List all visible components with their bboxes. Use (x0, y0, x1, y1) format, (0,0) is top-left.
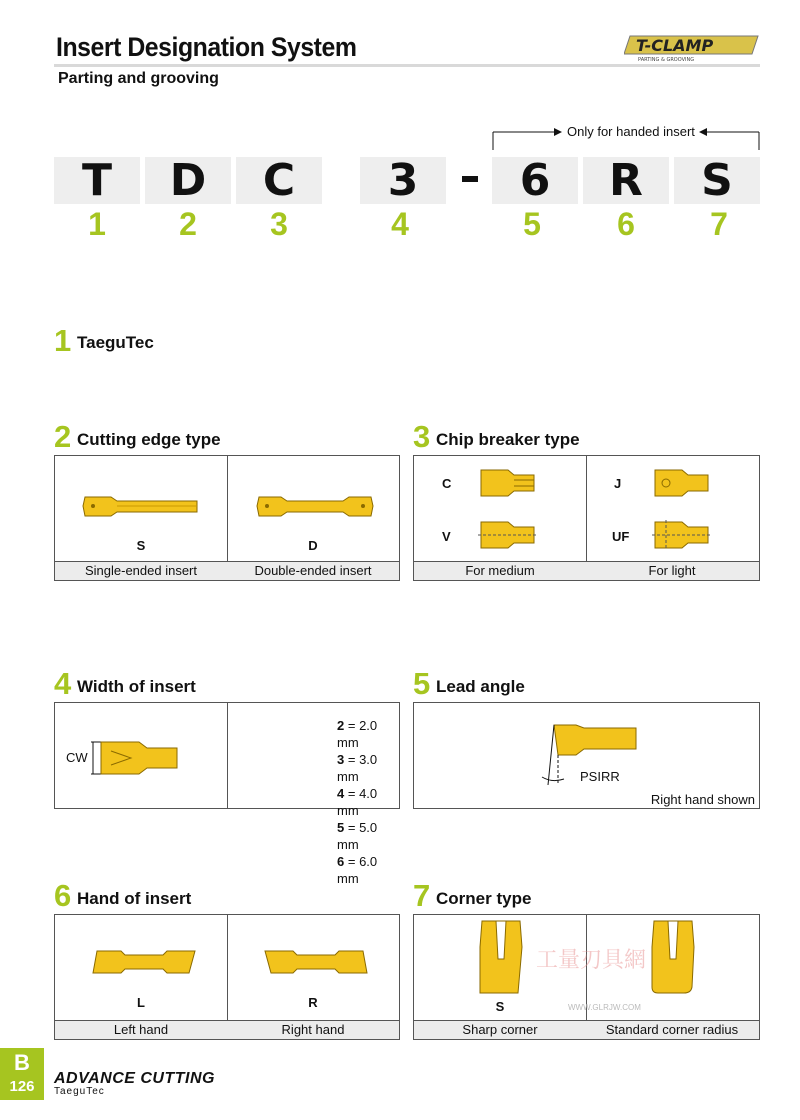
page-tab (0, 1048, 44, 1100)
left-hand-insert-drawing (91, 947, 197, 977)
right-hand-code: R (308, 995, 318, 1010)
right-hand-insert-drawing (263, 947, 369, 977)
double-ended-caption: Double-ended insert (254, 563, 372, 578)
chip-breaker-uf-drawing (652, 520, 712, 550)
section-5-number: 5 (413, 666, 431, 701)
double-ended-insert-drawing (255, 494, 375, 522)
section-5-title: Lead angle (436, 677, 525, 696)
width-item: 6 = 6.0 mm (337, 854, 378, 886)
sharp-corner-caption: Sharp corner (462, 1022, 538, 1037)
code-char-7: S (674, 157, 760, 204)
title-rule (54, 64, 760, 67)
chip-breaker-v-code: V (442, 529, 451, 544)
company-logo (54, 1070, 215, 1097)
company-sub: TaeguTec (54, 1086, 105, 1097)
sharp-corner-drawing (476, 919, 526, 995)
sharp-corner-code: S (495, 999, 505, 1014)
page-number: 126 (9, 1078, 35, 1095)
cw-label: CW (66, 750, 88, 765)
section-letter: B (14, 1050, 30, 1075)
psirr-label: PSIRR (580, 769, 620, 784)
chip-breaker-light-caption: For light (648, 563, 696, 578)
chip-breaker-panel (413, 455, 760, 581)
width-item: 5 = 5.0 mm (337, 820, 378, 852)
lead-angle-note: Right hand shown (650, 792, 755, 807)
width-insert-drawing (91, 739, 187, 779)
code-char-4: 3 (360, 157, 446, 204)
chip-breaker-j-code: J (614, 476, 622, 491)
lead-angle-panel (413, 702, 760, 809)
width-item: 4 = 4.0 mm (337, 786, 378, 818)
page-subtitle: Parting and grooving (58, 70, 219, 87)
position-number-2: 2 (179, 206, 197, 242)
section-6-title: Hand of insert (77, 889, 192, 908)
width-item: 3 = 3.0 mm (337, 752, 378, 784)
code-char-6: R (583, 157, 669, 204)
corner-radius-drawing (648, 919, 698, 995)
section-3-title: Chip breaker type (436, 430, 580, 449)
section-2-number: 2 (54, 419, 72, 454)
code-separator (462, 176, 478, 182)
chip-breaker-c-drawing (478, 468, 538, 498)
corner-type-panel (413, 914, 760, 1040)
position-number-1: 1 (88, 206, 106, 242)
section-6-number: 6 (54, 878, 72, 913)
chip-breaker-c-code: C (442, 476, 452, 491)
section-7-title: Corner type (436, 889, 532, 908)
single-ended-code: S (136, 538, 146, 553)
chip-breaker-j-drawing (652, 468, 712, 498)
section-1-number: 1 (54, 323, 72, 358)
t-clamp-logo (624, 32, 760, 62)
svg-text:T-CLAMP: T-CLAMP (636, 36, 714, 55)
width-item: 2 = 2.0 mm (337, 718, 378, 750)
watermark-url: WWW.GLRJW.COM (568, 1003, 641, 1012)
double-ended-code: D (308, 538, 318, 553)
code-char-1: T (54, 157, 140, 204)
handed-note: Only for handed insert (567, 124, 695, 139)
single-ended-insert-drawing (81, 494, 201, 522)
position-number-3: 3 (270, 206, 288, 242)
corner-radius-caption: Standard corner radius (605, 1022, 739, 1037)
left-hand-code: L (137, 995, 145, 1010)
right-hand-caption: Right hand (281, 1022, 345, 1037)
position-number-4: 4 (391, 206, 409, 242)
left-hand-caption: Left hand (113, 1022, 169, 1037)
cutting-edge-panel (54, 455, 400, 581)
single-ended-caption: Single-ended insert (84, 563, 198, 578)
svg-text:PARTING & GROOVING: PARTING & GROOVING (638, 57, 695, 62)
position-number-7: 7 (710, 206, 728, 242)
chip-breaker-medium-caption: For medium (465, 563, 535, 578)
handed-insert-bracket (492, 124, 760, 150)
section-3-number: 3 (413, 419, 431, 454)
chip-breaker-v-drawing (478, 520, 538, 550)
section-1-title: TaeguTec (77, 333, 154, 352)
code-char-3: C (236, 157, 322, 204)
code-char-2: D (145, 157, 231, 204)
position-number-5: 5 (523, 206, 541, 242)
page-title: Insert Designation System (56, 32, 357, 62)
code-char-5: 6 (492, 157, 578, 204)
company-name: ADVANCE CUTTING (54, 1070, 215, 1087)
section-2-title: Cutting edge type (77, 430, 221, 449)
hand-panel (54, 914, 400, 1040)
section-4-title: Width of insert (77, 677, 196, 696)
chip-breaker-uf-code: UF (612, 529, 630, 544)
width-panel (54, 702, 400, 886)
section-4-number: 4 (54, 666, 72, 701)
section-7-number: 7 (413, 878, 431, 913)
position-number-6: 6 (617, 206, 635, 242)
watermark: 工量刃具網 (536, 948, 647, 973)
width-list (337, 717, 399, 887)
